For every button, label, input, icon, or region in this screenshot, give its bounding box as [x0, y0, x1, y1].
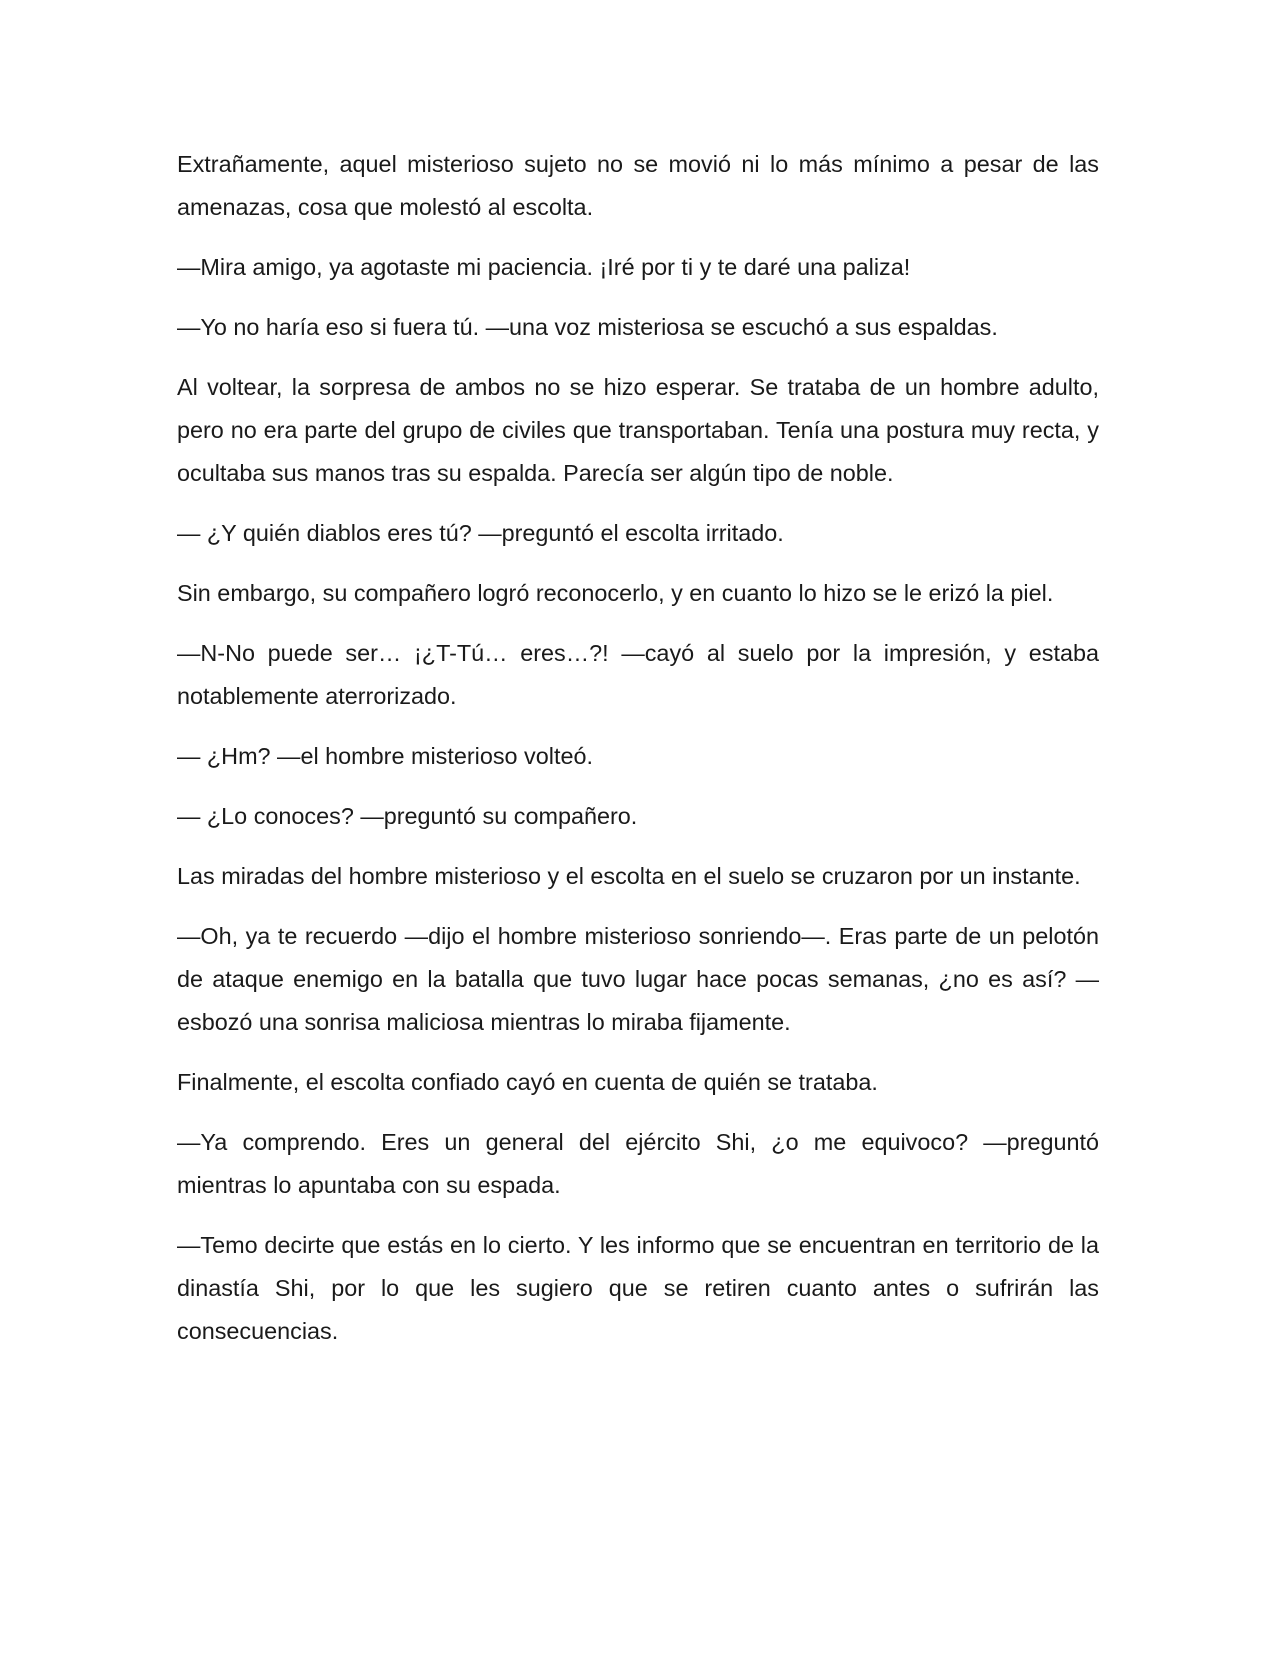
paragraph-11: —Oh, ya te recuerdo —dijo el hombre misterioso sonriendo—. Eras parte de un pelotón de ataque enemigo en la batalla que tuvo lugar hace pocas semanas, ¿no es así? —esbozó una sonrisa maliciosa mientras lo miraba fijamente.: [177, 923, 1099, 1035]
paragraph-9: — ¿Lo conoces? —preguntó su compañero.: [177, 803, 638, 829]
paragraph-14: —Temo decirte que estás en lo cierto. Y les informo que se encuentran en territorio de la dinastía Shi, por lo que les sugiero que se retiren cuanto antes o sufrirán las consecuencias.: [177, 1232, 1099, 1344]
paragraph-1: Extrañamente, aquel misterioso sujeto no se movió ni lo más mínimo a pesar de las amenazas, cosa que molestó al escolta.: [177, 151, 1099, 220]
paragraph-7: —N-No puede ser… ¡¿T-Tú… eres…?! —cayó al suelo por la impresión, y estaba notablemente aterrorizado.: [177, 640, 1099, 709]
body-text: [177, 143, 1099, 1370]
paragraph-6: Sin embargo, su compañero logró reconocerlo, y en cuanto lo hizo se le erizó la piel.: [177, 580, 1054, 606]
paragraph-3: —Yo no haría eso si fuera tú. —una voz misteriosa se escuchó a sus espaldas.: [177, 314, 998, 340]
paragraph-8: — ¿Hm? —el hombre misterioso volteó.: [177, 743, 593, 769]
paragraph-13: —Ya comprendo. Eres un general del ejército Shi, ¿o me equivoco? —preguntó mientras lo apuntaba con su espada.: [177, 1129, 1099, 1198]
paragraph-2: —Mira amigo, ya agotaste mi paciencia. ¡Iré por ti y te daré una paliza!: [177, 254, 911, 280]
paragraph-10: Las miradas del hombre misterioso y el escolta en el suelo se cruzaron por un instante.: [177, 863, 1081, 889]
paragraph-12: Finalmente, el escolta confiado cayó en cuenta de quién se trataba.: [177, 1069, 878, 1095]
paragraph-5: — ¿Y quién diablos eres tú? —preguntó el escolta irritado.: [177, 520, 784, 546]
paragraph-4: Al voltear, la sorpresa de ambos no se hizo esperar. Se trataba de un hombre adulto, pero no era parte del grupo de civiles que transportaban. Tenía una postura muy recta, y ocultaba sus manos tras su espalda. Parecía ser algún tipo de noble.: [177, 374, 1099, 486]
